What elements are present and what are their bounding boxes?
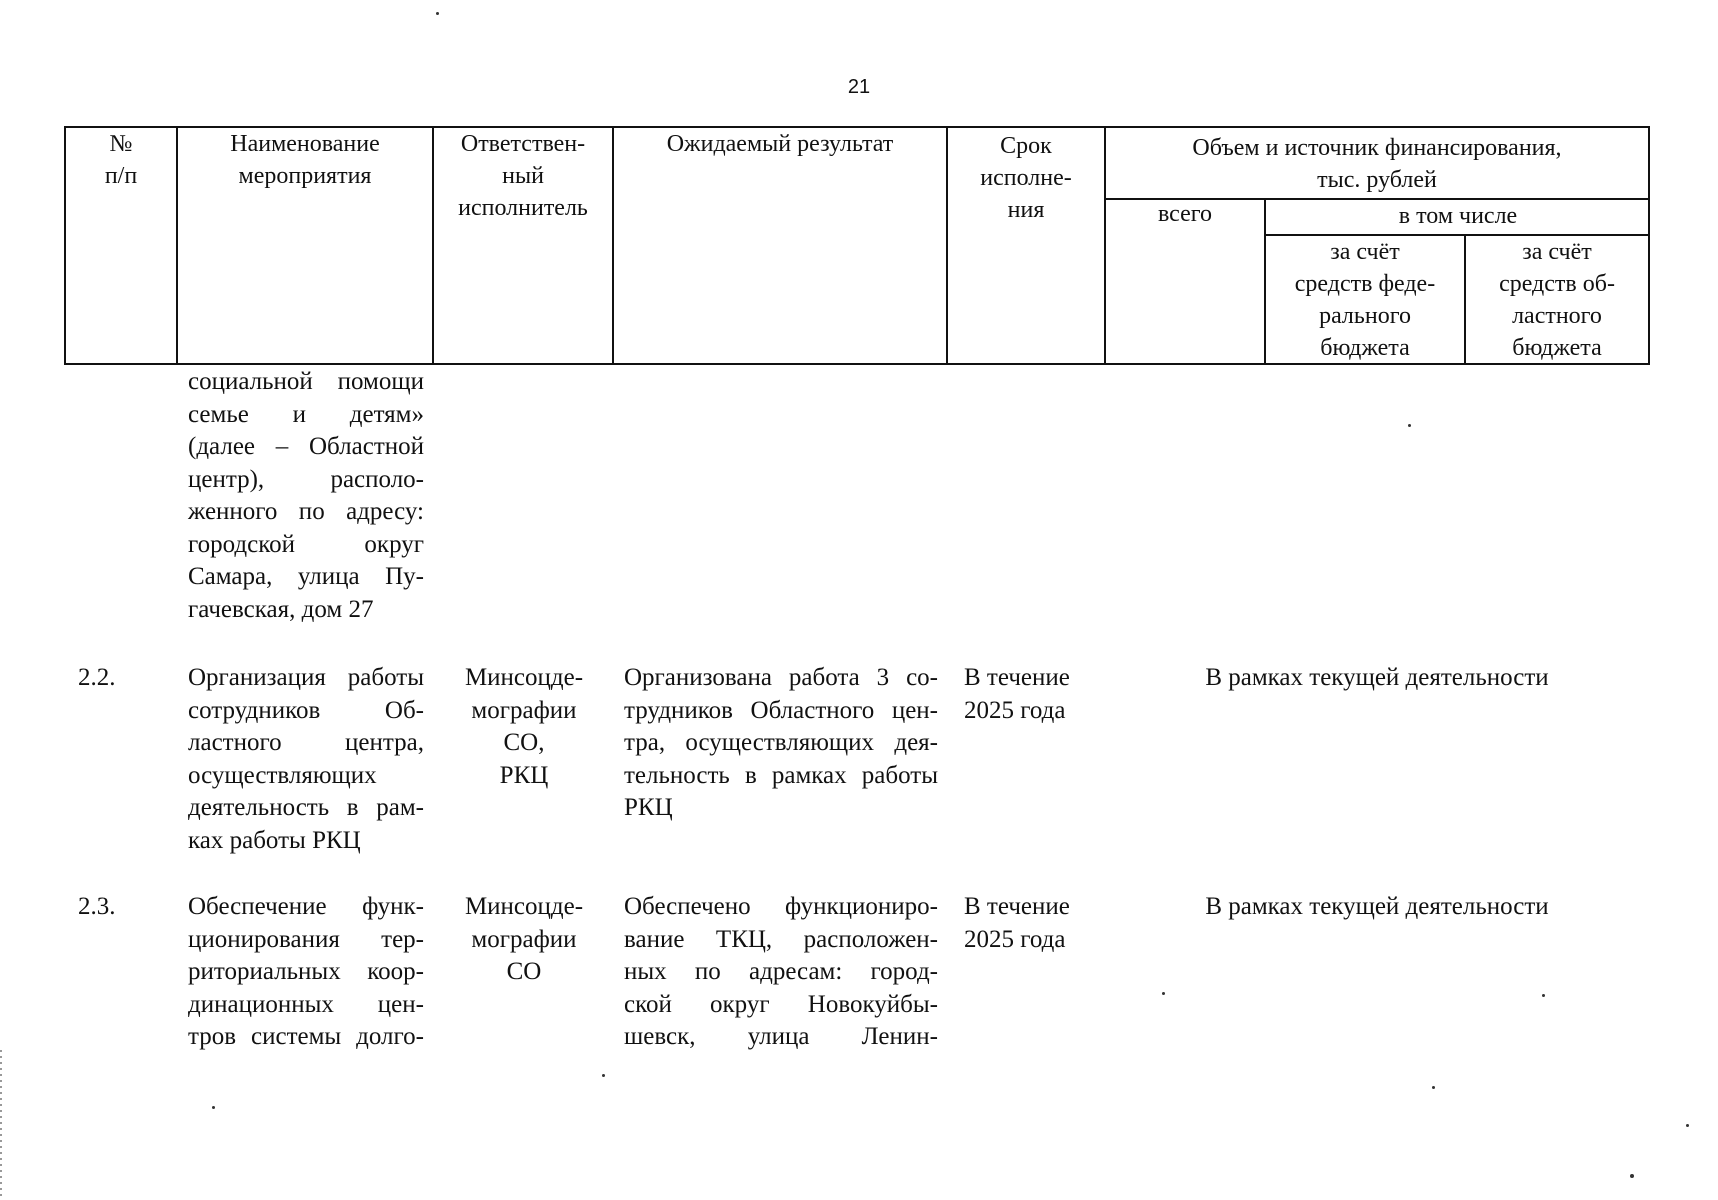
text-line: динационных цен- (188, 990, 424, 1018)
col-border-3 (612, 126, 614, 365)
text-line: женного по адресу: (188, 498, 424, 525)
text-line: В течение (964, 893, 1070, 920)
text-line: Самара, улица Пу- (188, 563, 424, 590)
text-line: 2025 года (964, 696, 1066, 724)
header-funding: Объем и источник финансирования, тыс. рублей (1192, 135, 1562, 193)
text-line: сотрудников Об- (188, 696, 424, 724)
scan-speck (1408, 424, 1411, 427)
text-line: Обеспечено функциониро- (624, 893, 938, 920)
text-line: социальной помощи (188, 368, 424, 395)
header-result: Ожидаемый результат (666, 131, 894, 157)
header-name: Наименование мероприятия (230, 131, 380, 189)
text-line: ционирования тер- (188, 925, 424, 953)
text-line: ластного центра, (188, 729, 424, 756)
header-federal: за счёт средств феде- рального бюджета (1294, 239, 1436, 361)
row-result-cell (624, 662, 938, 825)
text-line: Минсоцде- (464, 664, 584, 691)
page-number: 21 (847, 76, 871, 98)
text-line: риториальных коор- (188, 958, 424, 985)
text-line: 2025 года (964, 925, 1066, 953)
text-line: Организация работы (188, 664, 424, 691)
text-line: СО (506, 958, 542, 985)
scan-speck (436, 12, 439, 15)
text-line: мографии (471, 696, 577, 724)
text-line: городской округ (188, 530, 424, 558)
text-line: РКЦ (624, 794, 673, 821)
text-line: ках работы РКЦ (188, 826, 361, 854)
text-line: деятельность в рам- (188, 794, 424, 821)
text-line: вание ТКЦ, расположен- (624, 925, 938, 953)
text-line: тельность в рамках работы (624, 761, 938, 789)
scan-speck (1542, 994, 1545, 997)
header-regional: за счёт средств об- ластного бюджета (1499, 239, 1615, 361)
text-line: центр), располо- (188, 465, 424, 493)
row-term-cell (964, 891, 1100, 956)
scan-speck (602, 1074, 605, 1077)
scan-speck (1162, 992, 1165, 995)
row-name-cell (188, 662, 424, 857)
scan-speck (212, 1106, 215, 1109)
text-line: тров системы долго- (188, 1023, 424, 1050)
text-line: тра, осуществляющих дея- (624, 729, 938, 756)
header-including: в том числе (1398, 203, 1518, 229)
text-line: Минсоцде- (464, 893, 584, 920)
col-border-8 (1648, 126, 1650, 365)
row-number: 2.3. (78, 893, 116, 920)
row-executor-cell (444, 662, 604, 792)
text-line: СО, (503, 729, 545, 756)
continuation-name-cell (188, 366, 424, 626)
row-number: 2.2. (78, 664, 116, 691)
text-line: ской округ Новокуйбы- (624, 990, 938, 1018)
text-line: трудников Областного цен- (624, 696, 938, 724)
text-line: РКЦ (499, 761, 549, 789)
header-total: всего (1157, 201, 1213, 227)
row-term-cell (964, 662, 1100, 727)
scan-speck (1432, 1086, 1435, 1089)
text-line: осуществляющих (188, 761, 377, 789)
text-line: Обеспечение функ- (188, 893, 424, 920)
scan-edge-artifact (0, 1050, 2, 1200)
row-funding-cell: В рамках текущей деятельности (1205, 664, 1549, 691)
header-term: Срок исполне- ния (980, 133, 1072, 223)
text-line: гачевская, дом 27 (188, 595, 374, 623)
scan-speck (1686, 1124, 1689, 1127)
text-line: шевск, улица Ленин- (624, 1023, 938, 1050)
text-line: ных по адресам: город- (624, 958, 938, 985)
text-line: Организована работа 3 со- (624, 664, 938, 691)
row-executor-cell (444, 891, 604, 989)
text-line: мографии (471, 925, 577, 953)
row-funding-cell: В рамках текущей деятельности (1205, 893, 1549, 920)
header-executor: Ответствен- ный исполнитель (458, 131, 588, 221)
row-result-cell (624, 891, 938, 1054)
header-number: № п/п (104, 131, 138, 189)
text-line: В течение (964, 664, 1070, 691)
scan-speck (1630, 1174, 1634, 1178)
text-line: семье и детям» (188, 400, 424, 428)
row-name-cell (188, 891, 424, 1054)
text-line: (далее – Областной (188, 433, 424, 460)
